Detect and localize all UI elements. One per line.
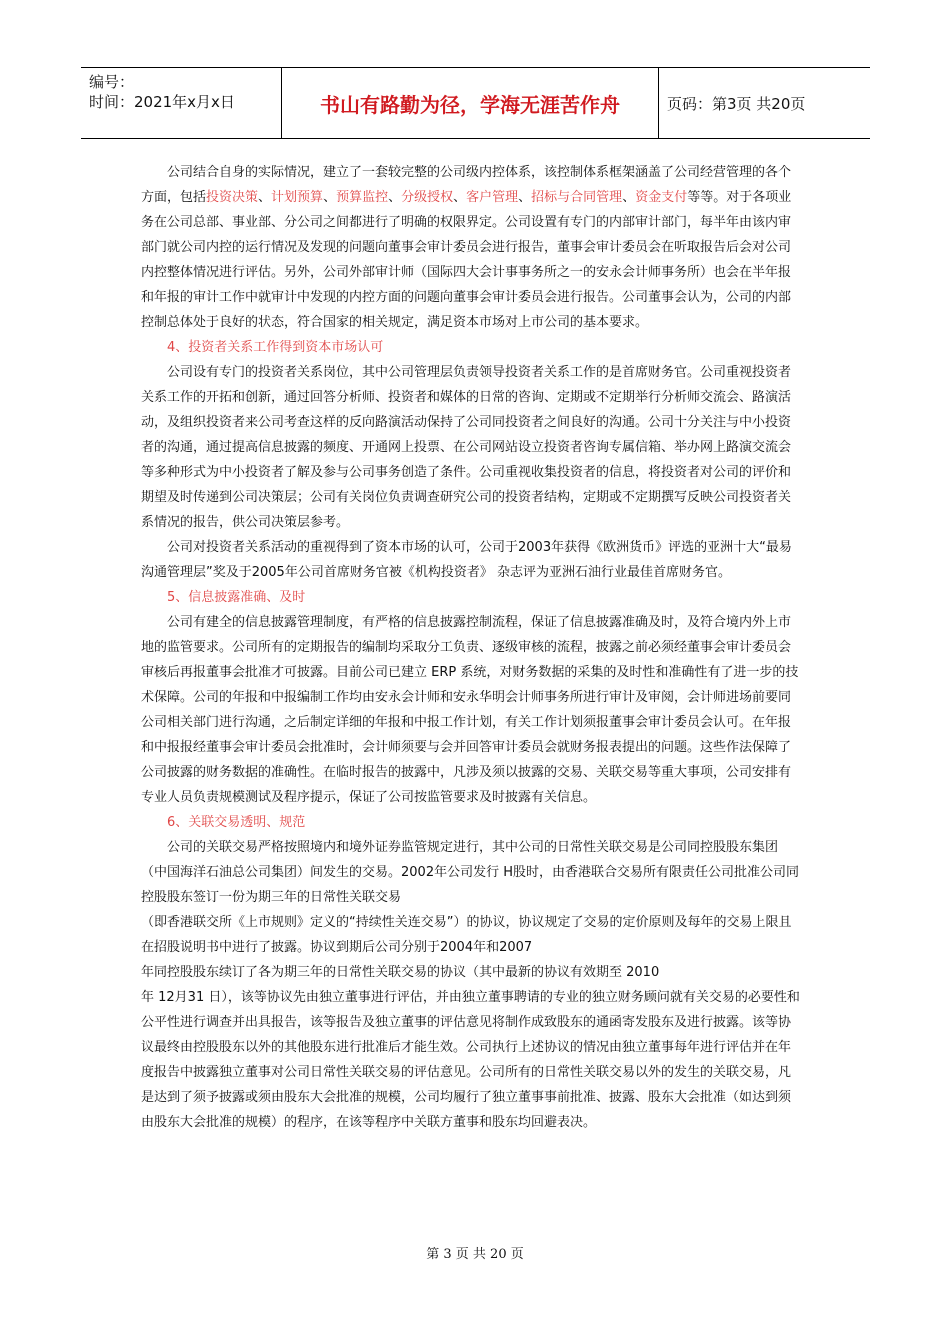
paragraph-related-transactions-b: （即香港联交所《上市规则》定义的“持续性关连交易”）的协议，协议规定了交易的定价原则及每年的交易上限且在招股说明书中进行了披露。协议到期后公司分别于2004年和2007 <box>141 915 792 955</box>
header-page-label: 页码：第3页 共20页 <box>658 68 870 138</box>
header-meta <box>81 68 281 138</box>
section-heading-5: 5、信息披露准确、及时 <box>167 590 306 605</box>
separator: 、 <box>453 190 467 205</box>
paragraph-text: 公司结合自身的实际情况，建立了一套较完整的公司级内控体系，该控制体系框架涵盖了公司经营管理的各个方面，包括 <box>141 165 792 205</box>
highlight-term: 计划预算 <box>271 190 324 205</box>
separator: 、 <box>518 190 532 205</box>
separator: 、 <box>323 190 337 205</box>
paragraph-market-recognition: 公司对投资者关系活动的重视得到了资本市场的认可，公司于2003年获得《欧洲货币》评选的亚洲十大“最易沟通管理层”奖及于2005年公司首席财务官被《机构投资者》 杂志评为亚洲石油行业最佳首席财务官。 <box>141 540 792 580</box>
highlight-term: 客户管理 <box>466 190 519 205</box>
separator: 、 <box>622 190 636 205</box>
paragraph-related-transactions-d: 年 12月31 日），该等协议先由独立董事进行评估，并由独立董事聘请的专业的独立财务顾问就有关交易的必要性和公平性进行调查并出具报告，该等报告及独立董事的评估意见将制作成致股东的通函寄发股东及进行披露。该等协议最终由控股股东以外的其他股东进行批准后才能生效。公司执行上述协议的情况由独立董事每年进行评估并在年度报告中披露独立董事对公司日常性关联交易的评估意见。公司所有的日常性关联交易以外的发生的关联交易，凡是达到了须予披露或须由股东大会批准的规模，公司均履行了独立董事事前批准、披露、股东大会批准（如达到须由股东大会批准的规模）的程序，在该等程序中关联方董事和股东均回避表决。 <box>141 990 800 1130</box>
paragraph-internal-control <box>141 160 803 335</box>
page-footer: 第 3 页 共 20 页 <box>426 1247 524 1262</box>
paragraph-disclosure: 公司有建全的信息披露管理制度，有严格的信息披露控制流程，保证了信息披露准确及时，及符合境内外上市地的监管要求。公司所有的定期报告的编制均采取分工负责、逐级审核的流程，披露之前必须经董事会审计委员会审核后再报董事会批准才可披露。目前公司已建立 ERP 系统，对财务数据的采集的及时性和准确性有了进一步的技术保障。公司的年报和中报编制工作均由安永会计师和安永华明会计师事务所进行审计及审阅，会计师进场前要同公司相关部门进行沟通，之后制定详细的年报和中报工作计划，有关工作计划须报董事会审计委员会认可。在年报和中报报经董事会审计委员会批准时，会计师须要与会并回答审计委员会就财务报表提出的问题。这些作法保障了公司披露的财务数据的准确性。在临时报告的披露中，凡涉及须以披露的交易、关联交易等重大事项，公司安排有专业人员负责规模测试及程序提示，保证了公司按监管要求及时披露有关信息。 <box>141 615 799 805</box>
separator: 、 <box>388 190 402 205</box>
paragraph-related-transactions-c: 年同控股股东续订了各为期三年的日常性关联交易的协议（其中最新的协议有效期至 2010 <box>141 965 660 980</box>
separator: 、 <box>258 190 272 205</box>
highlight-term: 投资决策 <box>206 190 259 205</box>
section-heading-4: 4、投资者关系工作得到资本市场认可 <box>167 340 384 355</box>
highlight-term: 资金支付 <box>635 190 688 205</box>
document-body <box>141 160 803 1135</box>
doc-code-label: 编号： <box>89 73 135 91</box>
paragraph-related-transactions-a: 公司的关联交易严格按照境内和境外证券监管规定进行，其中公司的日常性关联交易是公司同控股股东集团（中国海洋石油总公司集团）间发生的交易。2002年公司发行 H股时，由香港联合交易所有限责任公司批准公司同控股股东签订一份为期三年的日常性关联交易 <box>141 840 799 905</box>
section-heading-6: 6、关联交易透明、规范 <box>167 815 306 830</box>
highlight-term: 预算监控 <box>336 190 389 205</box>
header-motto: 书山有路勤为径，学海无涯苦作舟 <box>281 68 658 138</box>
paragraph-text: 等等。对于各项业务在公司总部、事业部、分公司之间都进行了明确的权限界定。公司设置有专门的内部审计部门，每半年由该内审部门就公司内控的运行情况及发现的问题向董事会审计委员会进行报告，董事会审计委员会在听取报告后会对公司内控整体情况进行评估。另外，公司外部审计师（国际四大会计事事务所之一的安永会计师事务所）也会在半年报和年报的审计工作中就审计中发现的内控方面的问题向董事会审计委员会进行报告。公司董事会认为，公司的内部控制总体处于良好的状态，符合国家的相关规定，满足资本市场对上市公司的基本要求。 <box>141 190 792 330</box>
paragraph-investor-relations: 公司设有专门的投资者关系岗位，其中公司管理层负责领导投资者关系工作的是首席财务官。公司重视投资者关系工作的开拓和创新，通过回答分析师、投资者和媒体的日常的咨询、定期或不定期举行分析师交流会、路演活动，及组织投资者来公司考查这样的反向路演活动保持了公司同投资者之间良好的沟通。公司十分关注与中小投资者的沟通，通过提高信息披露的频度、开通网上投票、在公司网站设立投资者咨询专属信箱、举办网上路演交流会等多种形式为中小投资者了解及参与公司事务创造了条件。公司重视收集投资者的信息，将投资者对公司的评价和期望及时传递到公司决策层；公司有关岗位负责调查研究公司的投资者结构，定期或不定期撰写反映公司投资者关系情况的报告，供公司决策层参考。 <box>141 365 792 530</box>
doc-time-label: 时间：2021年x月x日 <box>89 93 235 111</box>
highlight-term: 招标与合同管理 <box>531 190 623 205</box>
page-header <box>81 67 870 139</box>
highlight-term: 分级授权 <box>401 190 454 205</box>
